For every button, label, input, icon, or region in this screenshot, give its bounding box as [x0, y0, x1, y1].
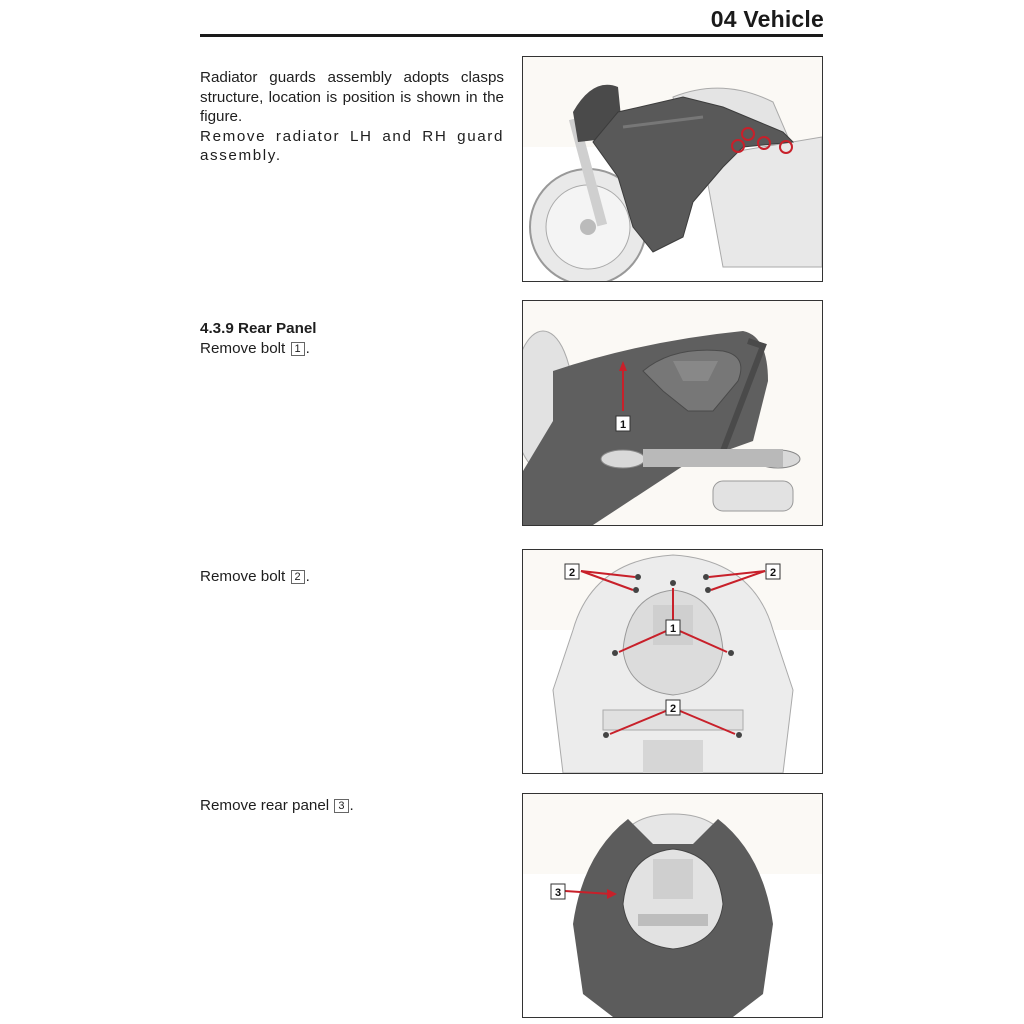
paragraph: Remove radiator LH and RH guard assembly. — [200, 127, 504, 164]
section-heading: 4.3.9 Rear Panel — [200, 320, 317, 337]
figure-label: 1 — [619, 419, 627, 431]
figure-rear-panel — [522, 793, 823, 1018]
figure-label: 3 — [554, 887, 562, 899]
instruction-text: Remove bolt — [200, 568, 286, 585]
figure-rear-tail — [522, 300, 823, 526]
figure-label: 1 — [669, 623, 677, 635]
remove-bolt-2-text — [200, 567, 504, 587]
instruction-suffix: . — [305, 339, 310, 357]
paragraph: Radiator guards assembly adopts clasps structure, location is position is shown in the figure. — [200, 69, 504, 125]
instruction-text: Remove bolt — [200, 339, 286, 357]
rear-panel-section — [200, 319, 504, 358]
figure-rear-frame-top — [522, 549, 823, 774]
radiator-guard-text — [200, 68, 504, 166]
chapter-title: 04 Vehicle — [710, 6, 824, 32]
instruction-suffix: . — [349, 797, 354, 814]
figure-label: 2 — [769, 567, 777, 579]
instruction-suffix: . — [305, 568, 310, 585]
callout-badge: 2 — [291, 570, 305, 584]
figure-label: 2 — [669, 703, 677, 715]
remove-rear-panel-text — [200, 796, 504, 816]
figure-radiator-guard — [522, 56, 823, 282]
callout-badge: 1 — [291, 342, 305, 356]
instruction-line — [200, 339, 504, 359]
callout-badge: 3 — [334, 799, 348, 813]
header-rule — [200, 34, 823, 37]
instruction-text: Remove rear panel — [200, 797, 330, 814]
figure-label: 2 — [568, 567, 576, 579]
